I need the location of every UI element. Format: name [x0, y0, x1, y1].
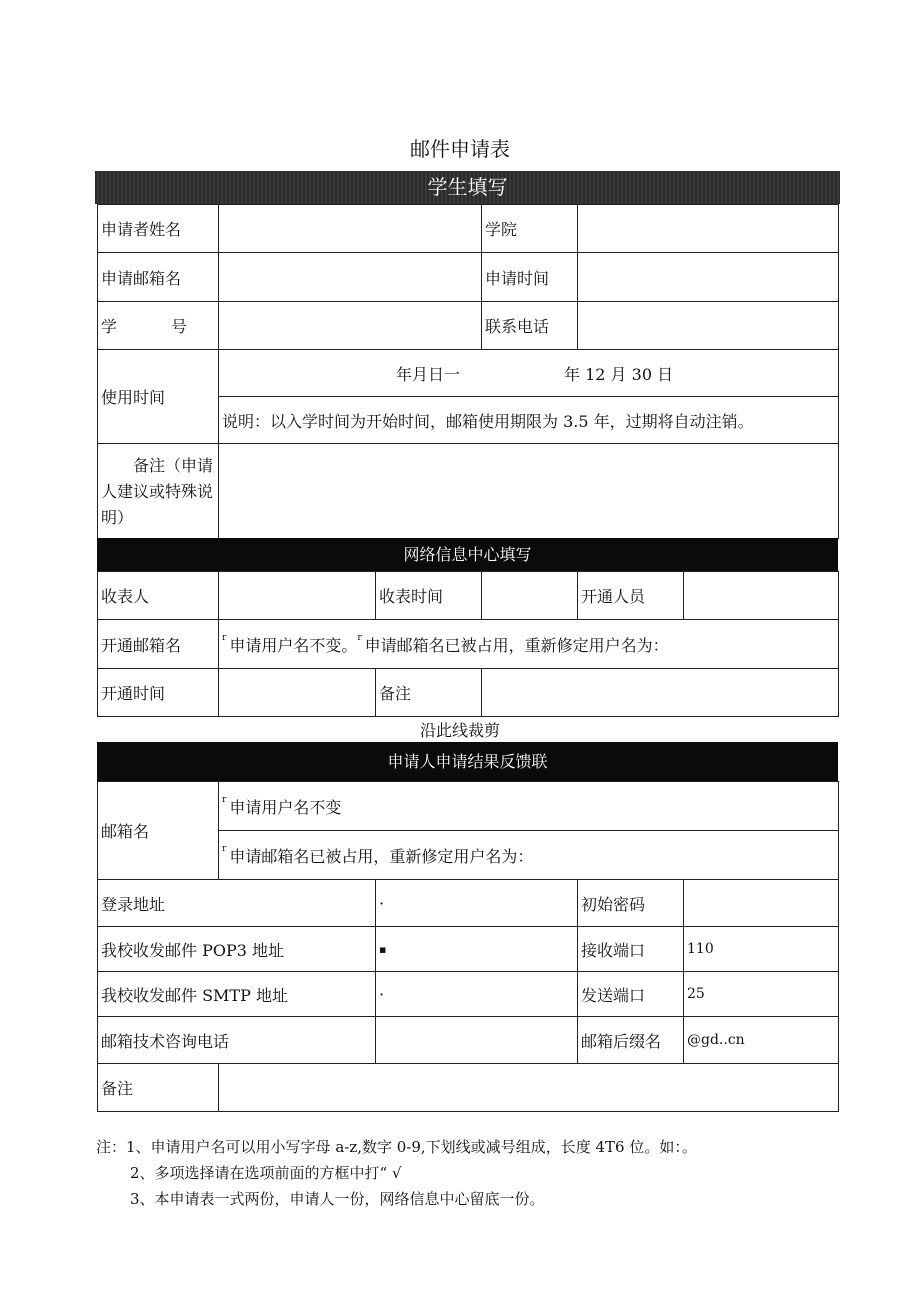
receiver-field[interactable] [219, 572, 376, 620]
center-remark-field[interactable] [482, 669, 839, 717]
smtp-address-value: · [376, 972, 578, 1017]
note-3: 3、本申请表一式两份，申请人一份，网络信息中心留底一份。 [130, 1190, 545, 1208]
login-address-value: · [376, 880, 578, 927]
feedback-remark-label: 备注 [98, 1064, 219, 1112]
remark-label-line1: 备注（申请 [133, 456, 214, 475]
phone-label: 联系电话 [482, 302, 578, 350]
receiver-label: 收表人 [98, 572, 219, 620]
pop3-address-label: 我校收发邮件 POP3 地址 [98, 927, 376, 972]
send-port-label: 发送端口 [578, 972, 684, 1017]
feedback-keep-row [219, 782, 839, 831]
feedback-section-title: 申请人申请结果反馈联 [387, 752, 548, 771]
applicant-name-label: 申请者姓名 [98, 205, 219, 253]
open-mailbox-label: 开通邮箱名 [98, 620, 219, 669]
usage-time-label: 使用时间 [98, 350, 219, 444]
student-id-field[interactable] [219, 302, 482, 350]
college-field[interactable] [578, 205, 839, 253]
mailbox-label: 申请邮箱名 [98, 253, 219, 302]
student-id-label-char1: 学 [101, 317, 118, 336]
keep-username-option: 申请用户名不变。 [229, 635, 358, 655]
feedback-keep-checkbox[interactable]: r [222, 794, 227, 805]
remark-field[interactable] [219, 444, 839, 539]
student-form-table [97, 204, 839, 539]
student-section-title: 学生填写 [427, 175, 508, 199]
receive-time-field[interactable] [482, 572, 578, 620]
usage-time-range [219, 350, 839, 397]
usage-note: 说明：以入学时间为开始时间，邮箱使用期限为 3.5 年，过期将自动注销。 [219, 397, 839, 444]
feedback-taken-checkbox[interactable]: r [222, 843, 227, 854]
operator-field[interactable] [684, 572, 839, 620]
keep-username-checkbox[interactable]: r [222, 632, 227, 643]
feedback-remark-field [219, 1064, 839, 1112]
apply-time-field[interactable] [578, 253, 839, 302]
operator-label: 开通人员 [578, 572, 684, 620]
note-2: 2、多项选择请在选项前面的方框中打“ √ [130, 1164, 402, 1182]
remark-label [98, 444, 219, 539]
feedback-keep-option: 申请用户名不变 [229, 797, 342, 817]
center-section-header [97, 538, 838, 571]
remark-label-line3: 明） [101, 508, 134, 527]
feedback-form-table [97, 781, 839, 1112]
mail-suffix-value: @gd..cn [684, 1017, 839, 1064]
center-form-table [97, 571, 839, 717]
support-phone-value [376, 1017, 578, 1064]
student-section-header [95, 171, 840, 204]
applicant-name-field[interactable] [219, 205, 482, 253]
open-time-label: 开通时间 [98, 669, 219, 717]
student-id-label-char2: 号 [171, 317, 188, 336]
feedback-taken-option: 申请邮箱名已被占用，重新修定用户名为： [229, 846, 534, 866]
center-section-title: 网络信息中心填写 [403, 545, 532, 564]
open-time-field[interactable] [219, 669, 376, 717]
mail-suffix-label: 邮箱后缀名 [578, 1017, 684, 1064]
notes [96, 1134, 697, 1212]
center-remark-label: 备注 [376, 669, 482, 717]
phone-field[interactable] [578, 302, 839, 350]
page-title: 邮件申请表 [410, 137, 510, 161]
username-taken-checkbox[interactable]: r [357, 632, 362, 643]
student-id-label [98, 302, 219, 350]
receive-port-value: 110 [684, 927, 839, 972]
remark-label-line2: 人建议或特殊说 [101, 482, 214, 501]
feedback-taken-row [219, 831, 839, 880]
usage-to: 年 12 月 30 日 [564, 364, 674, 384]
smtp-address-label: 我校收发邮件 SMTP 地址 [98, 972, 376, 1017]
receive-time-label: 收表时间 [376, 572, 482, 620]
initial-password-value [684, 880, 839, 927]
feedback-mailbox-label: 邮箱名 [98, 782, 219, 880]
apply-time-label: 申请时间 [482, 253, 578, 302]
initial-password-label: 初始密码 [578, 880, 684, 927]
username-taken-option: 申请邮箱名已被占用，重新修定用户名为： [364, 635, 669, 655]
support-phone-label: 邮箱技术咨询电话 [98, 1017, 376, 1064]
cut-line-text: 沿此线裁剪 [419, 721, 500, 740]
usage-from: 年月日一 [396, 364, 461, 384]
college-label: 学院 [482, 205, 578, 253]
login-address-label: 登录地址 [98, 880, 376, 927]
mailbox-field[interactable] [219, 253, 482, 302]
feedback-section-header [97, 742, 838, 781]
open-mailbox-options [219, 620, 839, 669]
receive-port-label: 接收端口 [578, 927, 684, 972]
note-1: 注：1、申请用户名可以用小写字母 a-z,数字 0-9,下划线或减号组成，长度 4T6 位。如：。 [96, 1138, 697, 1156]
send-port-value: 25 [684, 972, 839, 1017]
pop3-address-value: ▪ [376, 927, 578, 972]
